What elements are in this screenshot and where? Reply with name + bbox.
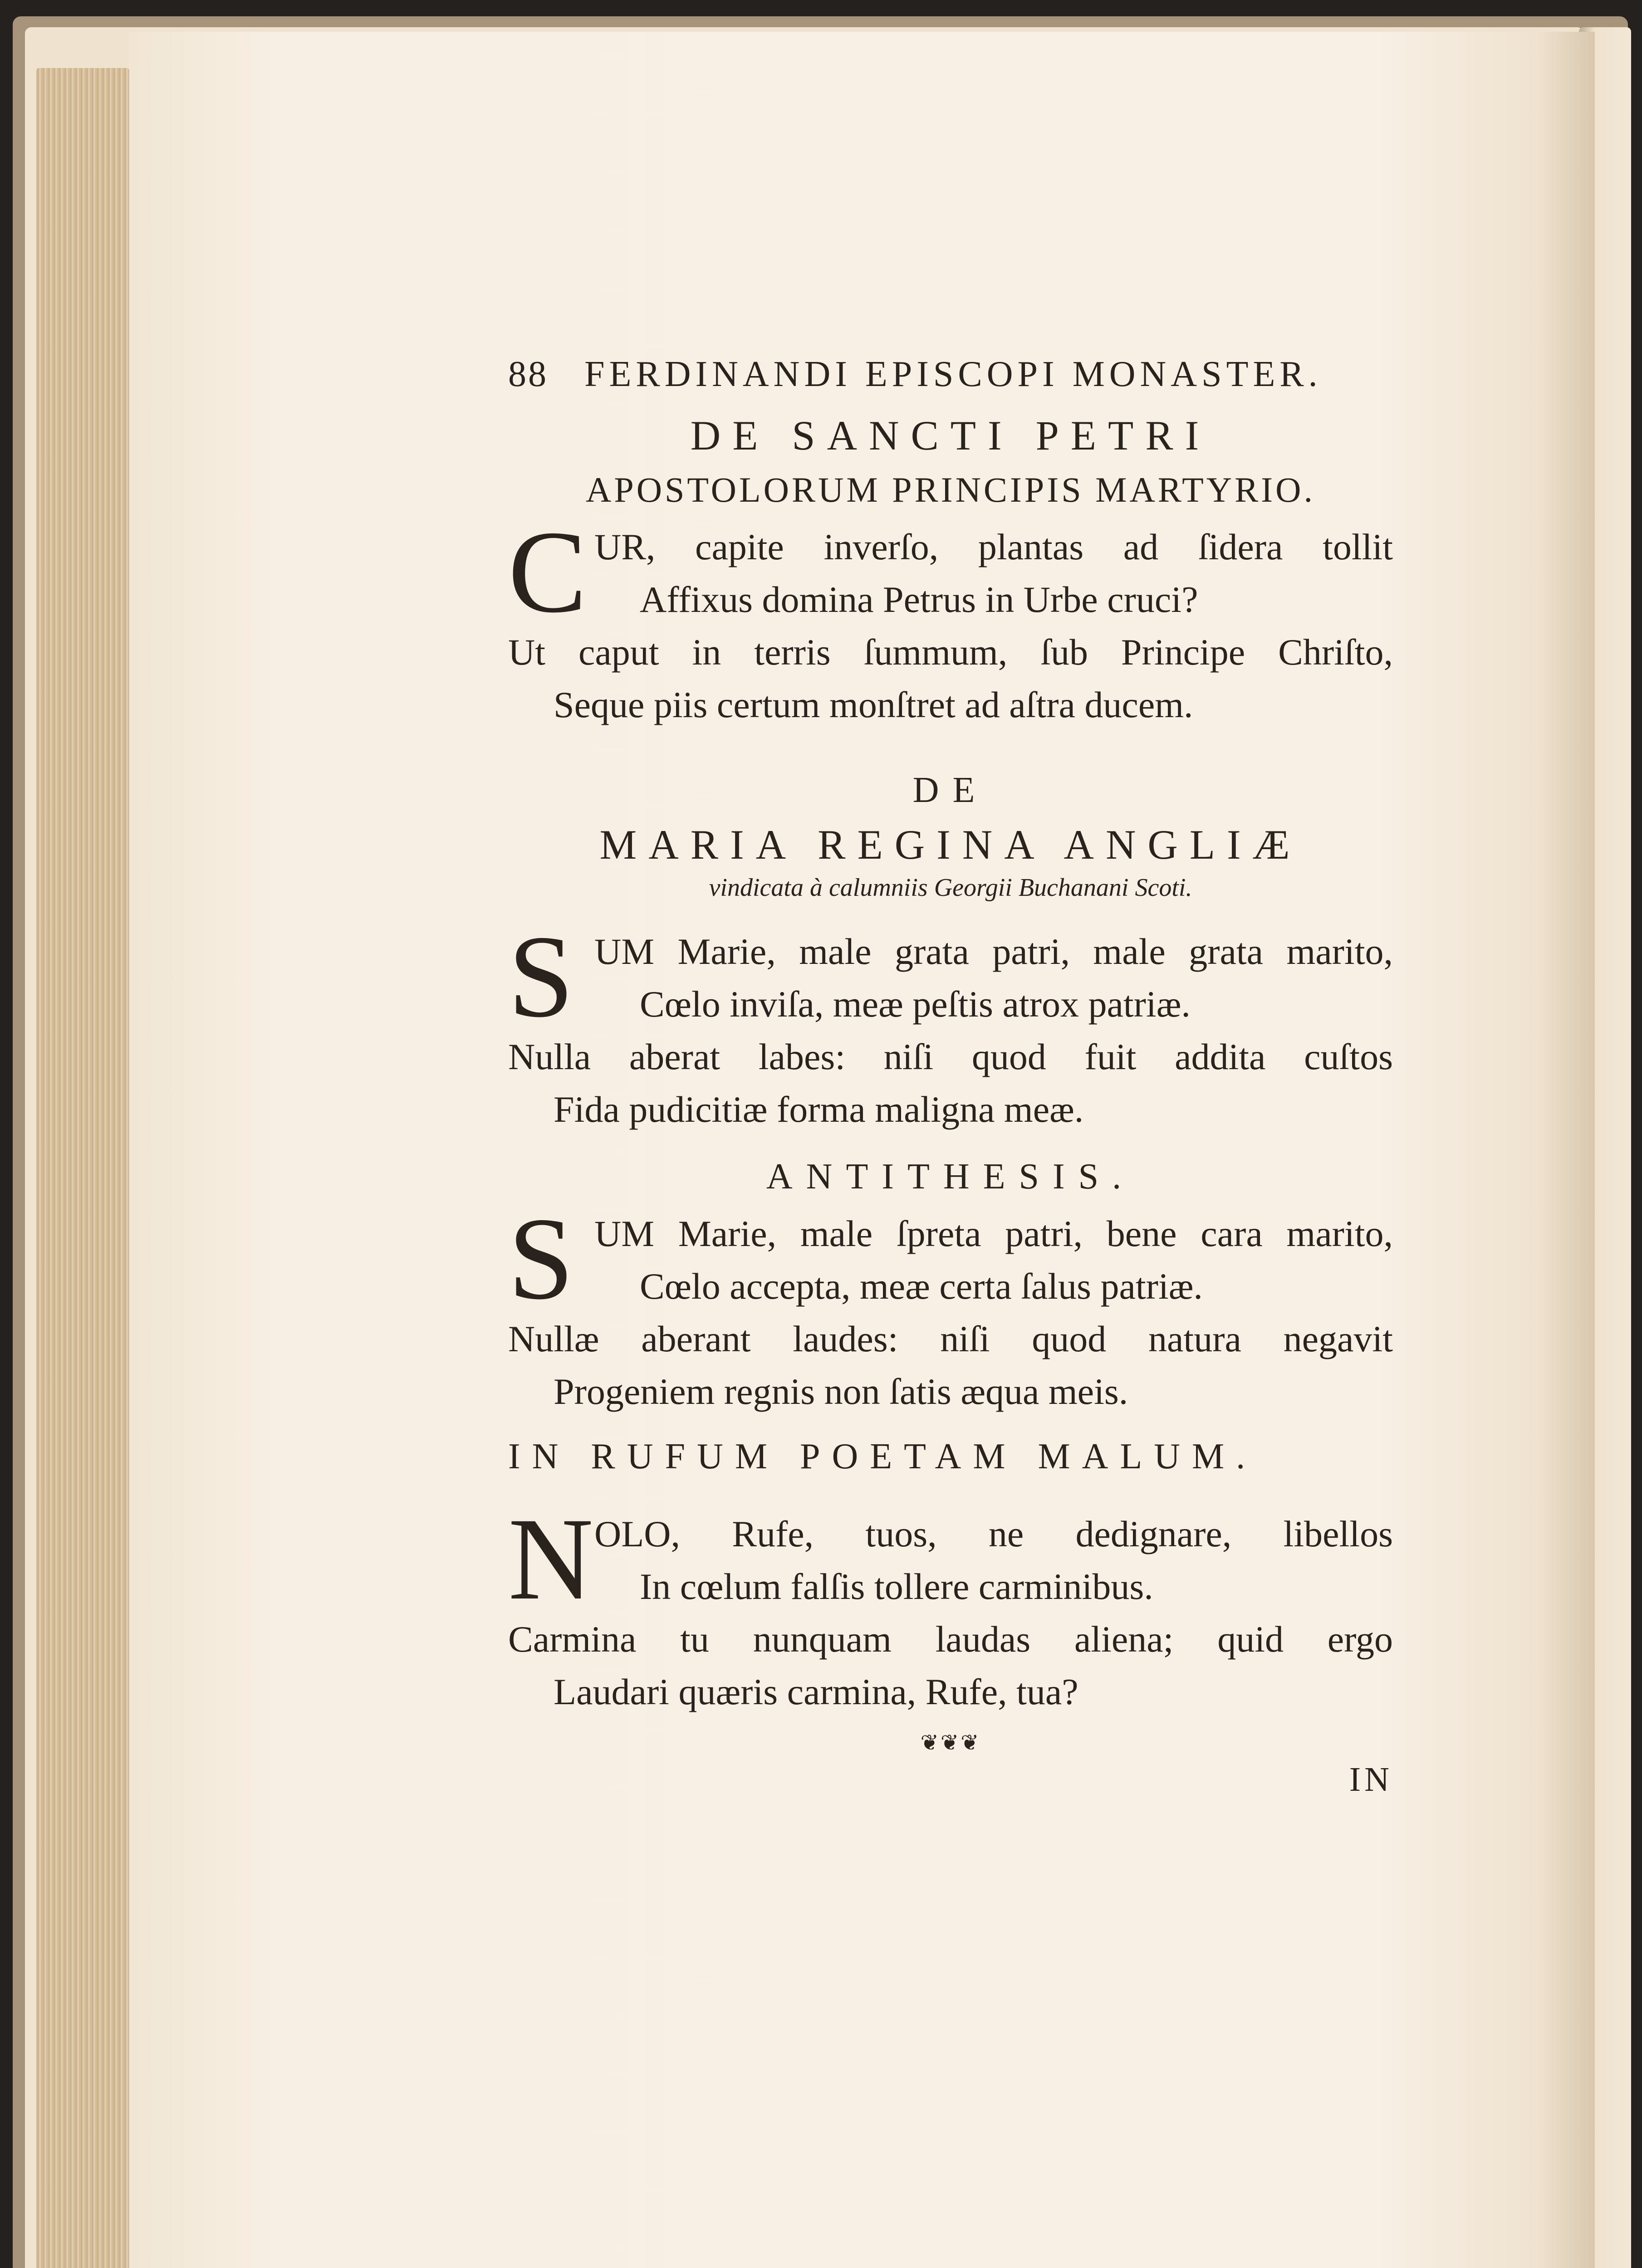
poem3-title: ANTITHESIS.	[766, 1157, 1135, 1197]
verse-line: Carmina tu nunquam laudas aliena; quid ergo	[508, 1618, 1393, 1660]
verse-line: Laudari quæris carmina, Rufe, tua?	[554, 1671, 1078, 1712]
page-fore-edge	[36, 68, 129, 2268]
verse-line: Cœlo inviſa, meæ peſtis atrox patriæ.	[640, 983, 1191, 1025]
verse-line: Nullæ aberant laudes: niſi quod natura negavit	[508, 1318, 1393, 1359]
drop-cap: S	[508, 1193, 574, 1324]
verse-line: Progeniem regnis non ſatis æqua meis.	[554, 1371, 1128, 1412]
verse-line: Fida pudicitiæ forma maligna meæ.	[554, 1089, 1084, 1130]
fleuron-ornament-icon: ❦❦❦	[920, 1731, 981, 1755]
catchword: IN	[1349, 1760, 1393, 1799]
verse-line: Seque piis certum monſtret ad aſtra ducem.	[554, 684, 1193, 725]
verse-line: Cœlo accepta, meæ certa ſalus patriæ.	[640, 1266, 1203, 1307]
poem1-verse	[508, 507, 1393, 731]
poem4-verse	[508, 1494, 1393, 1718]
verse-line: Nulla aberat labes: niſi quod fuit addita cuſtos	[508, 1036, 1393, 1077]
verse-line: Affixus domina Petrus in Urbe cruci?	[640, 579, 1198, 620]
running-title: FERDINANDI EPISCOPI MONASTER.	[584, 354, 1322, 394]
verse-line: UM Marie, male ſpreta patri, bene cara marito,	[594, 1213, 1393, 1254]
poem1-title: DE SANCTI PETRI	[690, 412, 1211, 459]
verse-line: In cœlum falſis tollere carminibus.	[640, 1566, 1153, 1607]
poem2-subtitle: vindicata à calumniis Georgii Buchanani Scoti.	[709, 874, 1192, 902]
verse-line: UR, capite inverſo, plantas ad ſidera tollit	[594, 526, 1393, 567]
running-head	[508, 354, 1393, 408]
poem4-title: IN RUFUM POETAM MALUM.	[508, 1437, 1257, 1476]
poem2-title: MARIA REGINA ANGLIÆ	[599, 821, 1302, 868]
drop-cap: S	[508, 911, 574, 1042]
poem2-verse	[508, 911, 1393, 1136]
verse-line: OLO, Rufe, tuos, ne dedignare, libellos	[594, 1513, 1393, 1554]
page-content	[508, 354, 1393, 1800]
poem3-verse	[508, 1193, 1393, 1418]
verse-line: UM Marie, male grata patri, male grata marito,	[594, 931, 1393, 972]
verse-line: Ut caput in terris ſummum, ſub Principe Chriſto,	[508, 631, 1393, 673]
page-number: 88	[508, 354, 548, 394]
poem1-subtitle: APOSTOLORUM PRINCIPIS MARTYRIO.	[586, 470, 1315, 509]
drop-cap: N	[508, 1494, 593, 1624]
drop-cap: C	[508, 507, 587, 637]
poem2-title-de: DE	[912, 770, 989, 810]
